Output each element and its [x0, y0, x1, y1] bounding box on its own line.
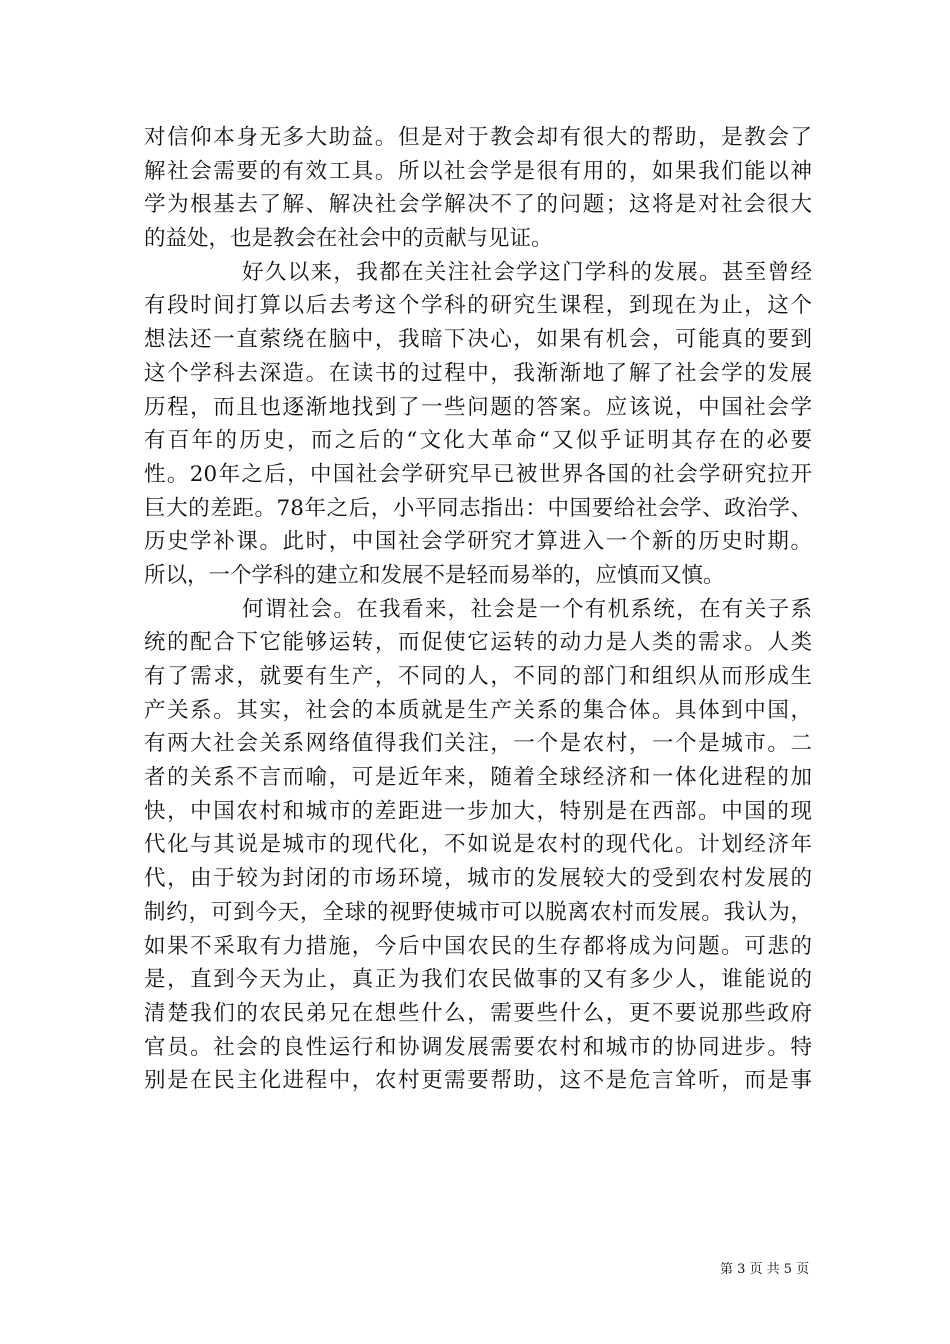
text-line: 历程，而且也逐渐地找到了一些问题的答案。应该说，中国社会学	[144, 394, 812, 420]
text-line: 这个学科去深造。在读书的过程中，我渐渐地了解了社会学的发展	[144, 360, 812, 386]
text-line: 有了需求，就要有生产，不同的人，不同的部门和组织从而形成生	[144, 664, 812, 689]
document-body	[144, 121, 812, 1098]
text-line: 想法还一直萦绕在脑中，我暗下决心，如果有机会，可能真的要到	[144, 327, 812, 353]
text-line: 者的关系不言而喻，可是近年来，随着全球经济和一体化进程的加	[144, 765, 812, 791]
text-line: 代化与其说是城市的现代化，不如说是农村的现代化。计划经济年	[144, 832, 812, 858]
paragraph-first-line: 好久以来，我都在关注社会学这门学科的发展。甚至曾经	[242, 259, 812, 285]
text-line: 所以，一个学科的建立和发展不是轻而易举的，应慎而又慎。	[144, 562, 725, 588]
text-line: 有两大社会关系网络值得我们关注，一个是农村，一个是城市。二	[144, 731, 812, 757]
text-line: 如果不采取有力措施，今后中国农民的生存都将成为问题。可悲的	[144, 933, 812, 959]
text-line: 对信仰本身无多大助益。但是对于教会却有很大的帮助，是教会了	[144, 125, 812, 150]
text-line: 的益处，也是教会在社会中的贡献与见证。	[144, 226, 553, 252]
text-line: 统的配合下它能够运转，而促使它运转的动力是人类的需求。人类	[144, 630, 812, 656]
paragraph-first-line: 何谓社会。在我看来，社会是一个有机系统，在有关子系	[242, 596, 812, 622]
text-line: 官员。社会的良性运行和协调发展需要农村和城市的协同进步。特	[144, 1034, 812, 1060]
text-line: 学为根基去了解、解决社会学解决不了的问题；这将是对社会很大	[144, 192, 812, 218]
text-line: 解社会需要的有效工具。所以社会学是很有用的，如果我们能以神	[144, 158, 812, 184]
text-line: 有百年的历史，而之后的“文化大革命“又似乎证明其存在的必要	[144, 428, 812, 454]
text-line: 别是在民主化进程中，农村更需要帮助，这不是危言耸听，而是事	[144, 1068, 812, 1094]
text-line: 巨大的差距。78年之后，小平同志指出：中国要给社会学、政治学、	[144, 495, 812, 521]
text-line: 性。20年之后，中国社会学研究早已被世界各国的社会学研究拉开	[144, 461, 812, 487]
text-line: 是，直到今天为止，真正为我们农民做事的又有多少人，谁能说的	[144, 967, 812, 993]
text-line: 清楚我们的农民弟兄在想些什么，需要些什么，更不要说那些政府	[144, 1000, 812, 1026]
text-line: 有段时间打算以后去考这个学科的研究生课程，到现在为止，这个	[144, 293, 812, 319]
text-line: 代，由于较为封闭的市场环境，城市的发展较大的受到农村发展的	[144, 866, 812, 892]
page-number-footer: 第 3 页 共 5 页	[720, 1262, 810, 1277]
text-line: 历史学补课。此时，中国社会学研究才算进入一个新的历史时期。	[144, 529, 812, 555]
text-line: 制约，可到今天，全球的视野使城市可以脱离农村而发展。我认为，	[144, 899, 812, 925]
text-line: 快，中国农村和城市的差距进一步加大，特别是在西部。中国的现	[144, 798, 812, 824]
text-line: 产关系。其实，社会的本质就是生产关系的集合体。具体到中国，	[144, 697, 812, 723]
